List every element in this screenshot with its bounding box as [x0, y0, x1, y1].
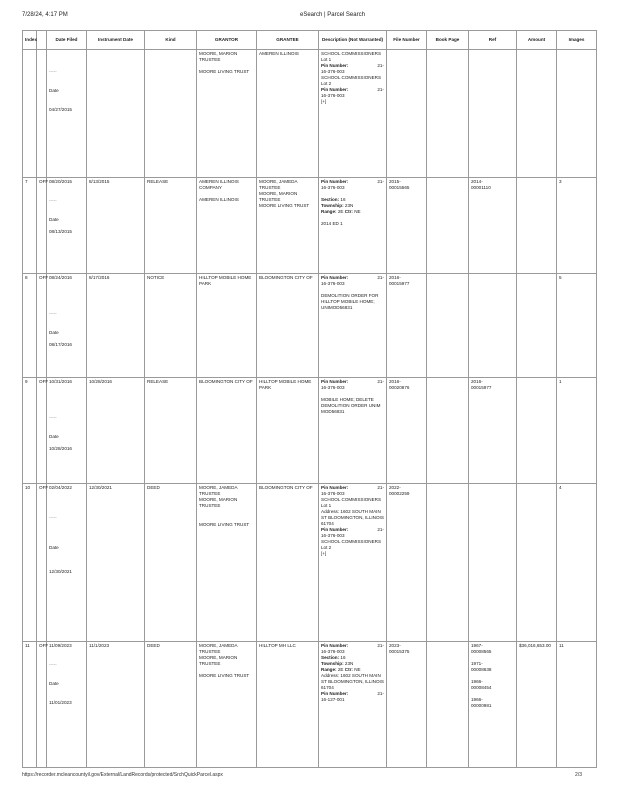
- date-label: Date: [49, 545, 59, 550]
- pin-number[interactable]: 16-376-003: [321, 533, 345, 538]
- pin-prefix: 21-: [377, 643, 384, 648]
- address-label: Address:: [321, 509, 340, 514]
- row-date-filed[interactable]: 10/31/2016: [49, 379, 72, 384]
- row-date: 11/01/2023: [49, 700, 72, 705]
- row-kind: NOTICE: [145, 274, 197, 378]
- pin-number[interactable]: 16-376-003: [321, 491, 345, 496]
- grantor-name[interactable]: HILLTOP MOBILE HOME PARK: [199, 275, 252, 286]
- row-doc: [37, 50, 47, 178]
- file-number[interactable]: 2022-: [389, 485, 401, 490]
- legal-description: SCHOOL COMMISSIONERS Lot 1: [321, 51, 382, 62]
- row-inst-date: [87, 50, 145, 178]
- row-date-filed[interactable]: 08/20/2015: [49, 179, 72, 184]
- col-date-filed[interactable]: Date Filed: [47, 31, 87, 50]
- address-value: 1602 SOUTH MAIN ST BLOOMINGTON, ILLINOIS 61704: [321, 673, 384, 690]
- township-label: Township:: [321, 203, 344, 208]
- col-images[interactable]: Images: [557, 31, 597, 50]
- row-date: 12/30/2021: [49, 569, 72, 574]
- row-expand-link[interactable]: -----: [49, 662, 57, 667]
- row-book-page: [427, 50, 469, 178]
- legal-description: 2014 ED 1: [321, 221, 343, 226]
- row-index: 8: [23, 274, 37, 378]
- township-value: 23: [344, 203, 351, 208]
- grantor-name[interactable]: MOORE, JAMEDA TRUSTEE: [199, 643, 238, 654]
- row-images[interactable]: 3: [557, 178, 597, 274]
- table-row: [23, 50, 597, 178]
- row-date: 10/28/2016: [49, 446, 72, 451]
- page-url: https://recorder.mcleancountyil.gov/External/LandRecords/protected/SrchQuickParcel.aspx: [22, 772, 223, 778]
- pin-prefix: 21-: [377, 87, 384, 92]
- range-value: 2E: [337, 209, 344, 214]
- row-images[interactable]: 5: [557, 274, 597, 378]
- grantor-name[interactable]: MOORE, MARION TRUSTEE: [199, 497, 238, 508]
- row-doc: OFF: [37, 274, 47, 378]
- col-kind[interactable]: Kind: [145, 31, 197, 50]
- pin-label: Pin Number:: [321, 275, 349, 280]
- grantor-name[interactable]: MOORE, MARION TRUSTEE: [199, 655, 238, 666]
- ctr-value: NE: [354, 667, 361, 672]
- range-label: Range:: [321, 667, 337, 672]
- row-date-filed[interactable]: 11/09/2023: [49, 643, 72, 648]
- pin-prefix: 21-: [377, 179, 384, 184]
- row-expand-link[interactable]: -----: [49, 515, 57, 520]
- pin-number[interactable]: 16-127-001: [321, 697, 345, 702]
- address-label: Address:: [321, 673, 340, 678]
- section-label: Section:: [321, 197, 340, 202]
- row-expand-link[interactable]: -----: [49, 415, 57, 420]
- date-label: Date: [49, 330, 59, 335]
- col-book-page[interactable]: Book Page: [427, 31, 469, 50]
- grantor-name[interactable]: BLOOMINGTON CITY OF: [199, 379, 253, 384]
- township-label: Township:: [321, 661, 344, 666]
- legal-description: MOBILE HOME; DELETE DEMOLITION ORDER UNIM MOD56831: [321, 397, 381, 414]
- legal-description: SCHOOL COMMISSIONERS Lot 2: [321, 75, 382, 86]
- grantee-name[interactable]: HILLTOP MH LLC: [259, 643, 296, 648]
- ref-number[interactable]: 1966-: [471, 697, 483, 702]
- row-inst-date: 8/13/2015: [87, 178, 145, 274]
- table-header-row: [23, 31, 597, 50]
- row-expand-link[interactable]: -----: [49, 69, 57, 74]
- col-description[interactable]: Description (Not Warranted): [319, 31, 387, 50]
- row-images[interactable]: 1: [557, 378, 597, 484]
- row-amount: [517, 274, 557, 378]
- row-inst-date: 11/1/2023: [87, 642, 145, 768]
- pin-prefix: 21-: [377, 691, 384, 696]
- grantor-name[interactable]: MOORE, JAMEDA TRUSTEE: [199, 485, 238, 496]
- row-kind: DEED: [145, 484, 197, 642]
- ref-number[interactable]: 2014-: [471, 179, 483, 184]
- row-amount: [517, 50, 557, 178]
- pin-number[interactable]: 16-376-003: [321, 93, 345, 98]
- row-date-filed[interactable]: 02/04/2022: [49, 485, 72, 490]
- col-amount[interactable]: Amount: [517, 31, 557, 50]
- row-date: 08/17/2016: [49, 342, 72, 347]
- row-images: [557, 50, 597, 178]
- page-number: 2/3: [575, 772, 582, 778]
- file-number[interactable]: 2015-: [389, 179, 401, 184]
- grantor-name[interactable]: MOORE LIVING TRUST: [199, 522, 250, 527]
- row-book-page: [427, 274, 469, 378]
- row-expand-link[interactable]: -----: [49, 198, 57, 203]
- row-doc: OFF: [37, 178, 47, 274]
- row-date: 08/13/2015: [49, 229, 72, 234]
- pin-label: Pin Number:: [321, 527, 349, 532]
- col-file-number[interactable]: File Number: [387, 31, 427, 50]
- grantee-name[interactable]: HILLTOP MOBILE HOME PARK: [259, 379, 312, 390]
- expand-toggle[interactable]: [+]: [321, 99, 327, 104]
- pin-number[interactable]: 16-376-003: [321, 185, 345, 190]
- row-images[interactable]: 4: [557, 484, 597, 642]
- file-number[interactable]: 2023-: [389, 643, 401, 648]
- row-date-filed[interactable]: 08/24/2016: [49, 275, 72, 280]
- row-inst-date: 12/30/2021: [87, 484, 145, 642]
- grantee-name[interactable]: MOORE LIVING TRUST: [259, 203, 310, 208]
- township-value: 23: [344, 661, 351, 666]
- section-label: Section:: [321, 655, 340, 660]
- ctr-value: NE: [354, 209, 361, 214]
- ref-number[interactable]: 1971-: [471, 661, 483, 666]
- row-doc: OFF: [37, 642, 47, 768]
- pin-number[interactable]: 16-376-003: [321, 385, 345, 390]
- pin-prefix: 21-: [377, 379, 384, 384]
- row-expand-link[interactable]: -----: [49, 311, 57, 316]
- grantor-name[interactable]: MOORE LIVING TRUST: [199, 673, 250, 678]
- grantee-name[interactable]: MOORE, MARION TRUSTEE: [259, 191, 298, 202]
- row-inst-date: 10/28/2016: [87, 378, 145, 484]
- section-value: 16: [340, 197, 346, 202]
- row-file-number: [387, 50, 427, 178]
- row-book-page: [427, 484, 469, 642]
- row-amount: [517, 378, 557, 484]
- date-label: Date: [49, 217, 59, 222]
- row-index: 9: [23, 378, 37, 484]
- pin-label: Pin Number:: [321, 87, 349, 92]
- table-row: 11 OFF 11/09/2023 ----- Date 11/01/2023 11/1/2023 DEED MOORE, JAMEDA TRUSTEE MOORE, MARION TRUSTEE MOORE LIVING TRUST HILLTOP MH LLC Pin Number: 21- 16-376-003 Section: 16 Township: 23N Range: 2E Ctr: NE Address: 1602 SOUTH MAIN ST BLOOMINGTON, ILLINOIS 61704 Pin Number: 21- 16-127-001 2023- 00015375 1967- 00008565 1971- 00008638 1966- 00008454 1966- 00000981 $36,016,653.00 11: [23, 642, 597, 768]
- row-ref: [469, 484, 517, 642]
- row-doc: OFF: [37, 378, 47, 484]
- ref-number[interactable]: 2016-: [471, 379, 483, 384]
- row-kind: [145, 50, 197, 178]
- row-kind: RELEASE: [145, 378, 197, 484]
- pin-prefix: 21-: [377, 527, 384, 532]
- range-value: 2E: [337, 667, 344, 672]
- grantor-name[interactable]: MOORE LIVING TRUST: [199, 69, 250, 74]
- ref-number[interactable]: 1966-: [471, 679, 483, 684]
- file-number[interactable]: 2016-: [389, 379, 401, 384]
- address-value: 1602 SOUTH MAIN ST BLOOMINGTON, ILLINOIS 61704: [321, 509, 384, 526]
- col-grantor[interactable]: GRANTOR: [197, 31, 257, 50]
- col-instrument-date[interactable]: Instrument Date: [87, 31, 145, 50]
- table-row: 8 OFF 08/24/2016 ----- Date 08/17/2016 8/17/2016 NOTICE HILLTOP MOBILE HOME PARK BLOOMINGTON CITY OF Pin Number: 21- 16-376-003 DEMOLITION ORDER FOR HILLTOP MOBILE HOME; UNIMOD56831 2016- 00015977 5: [23, 274, 597, 378]
- grantor-name[interactable]: AMEREN ILLINOIS COMPANY: [199, 179, 239, 190]
- date-label: Date: [49, 681, 59, 686]
- table-row: 10 OFF 02/04/2022 ----- Date 12/30/2021 12/30/2021 DEED MOORE, JAMEDA TRUSTEE MOORE, MARION TRUSTEE MOORE LIVING TRUST BLOOMINGTON CITY OF Pin Number: 21- 16-376-003 SCHOOL COMMISSIONERS Lot 1 Address: 1602 SOUTH MAIN ST BLOOMINGTON, ILLINOIS 61704 Pin Number: 21- 16-376-003 SCHOOL COMMISSIONERS Lot 2 [+] 2022- 00002259 4: [23, 484, 597, 642]
- grantee-name[interactable]: MOORE, JAMEDA TRUSTEE: [259, 179, 298, 190]
- row-amount: $36,016,653.00: [517, 642, 557, 768]
- parcel-records-table: [22, 30, 597, 768]
- grantor-name[interactable]: MOORE, MARION TRUSTEE: [199, 51, 238, 62]
- row-index: 11: [23, 642, 37, 768]
- expand-toggle[interactable]: [+]: [321, 551, 327, 556]
- page-title: eSearch | Parcel Search: [300, 12, 365, 18]
- file-number[interactable]: 2016-: [389, 275, 401, 280]
- row-inst-date: 8/17/2016: [87, 274, 145, 378]
- row-book-page: [427, 642, 469, 768]
- pin-label: Pin Number:: [321, 485, 349, 490]
- grantee-name[interactable]: BLOOMINGTON CITY OF: [259, 275, 313, 280]
- row-index: 7: [23, 178, 37, 274]
- print-timestamp: 7/28/24, 4:17 PM: [22, 12, 68, 18]
- pin-label: Pin Number:: [321, 179, 349, 184]
- row-book-page: [427, 178, 469, 274]
- table-row: 7 OFF 08/20/2015 ----- Date 08/13/2015 8/13/2015 RELEASE AMEREN ILLINOIS COMPANY AMEREN ILLINOIS MOORE, JAMEDA TRUSTEE MOORE, MARION TRUSTEE MOORE LIVING TRUST Pin Number: 21- 16-376-003 Section: 16 Township: 23N Range: 2E Ctr: NE 2014 ED 1 2015- 00015565 2014- 00001110 3: [23, 178, 597, 274]
- pin-label: Pin Number:: [321, 643, 349, 648]
- date-label: Date: [49, 434, 59, 439]
- grantee-name[interactable]: BLOOMINGTON CITY OF: [259, 485, 313, 490]
- grantor-name[interactable]: AMEREN ILLINOIS: [199, 197, 239, 202]
- row-book-page: [427, 378, 469, 484]
- legal-description: SCHOOL COMMISSIONERS Lot 1: [321, 497, 382, 508]
- col-grantee[interactable]: GRANTEE: [257, 31, 319, 50]
- pin-label: Pin Number:: [321, 691, 349, 696]
- section-value: 16: [340, 655, 346, 660]
- pin-prefix: 21-: [377, 275, 384, 280]
- table-row: 9 OFF 10/31/2016 ----- Date 10/28/2016 10/28/2016 RELEASE BLOOMINGTON CITY OF HILLTOP MOBILE HOME PARK Pin Number: 21- 16-376-003 MOBILE HOME; DELETE DEMOLITION ORDER UNIM MOD56831 2016- 00020876 2016- 00015977 1: [23, 378, 597, 484]
- row-index: 10: [23, 484, 37, 642]
- row-ref: [469, 50, 517, 178]
- ref-number[interactable]: 1967-: [471, 643, 483, 648]
- legal-description: DEMOLITION ORDER FOR HILLTOP MOBILE HOME; UNIMOD56831: [321, 293, 379, 310]
- col-doc: [37, 31, 47, 50]
- row-index: [23, 50, 37, 178]
- col-index[interactable]: Index: [23, 31, 37, 50]
- range-label: Range:: [321, 209, 337, 214]
- row-kind: RELEASE: [145, 178, 197, 274]
- row-kind: DEED: [145, 642, 197, 768]
- row-date: 04/27/2015: [49, 107, 72, 112]
- grantee-name[interactable]: AMEREN ILLINOIS: [259, 51, 299, 56]
- date-label: Date: [49, 88, 59, 93]
- row-amount: [517, 484, 557, 642]
- pin-number[interactable]: 16-376-003: [321, 69, 345, 74]
- pin-number[interactable]: 16-376-003: [321, 281, 345, 286]
- pin-prefix: 21-: [377, 485, 384, 490]
- pin-prefix: 21-: [377, 63, 384, 68]
- legal-description: SCHOOL COMMISSIONERS Lot 2: [321, 539, 382, 550]
- pin-number[interactable]: 16-376-003: [321, 649, 345, 654]
- pin-label: Pin Number:: [321, 379, 349, 384]
- row-images[interactable]: 11: [557, 642, 597, 768]
- col-ref[interactable]: Ref: [469, 31, 517, 50]
- row-doc: OFF: [37, 484, 47, 642]
- row-amount: [517, 178, 557, 274]
- pin-label: Pin Number:: [321, 63, 349, 68]
- row-ref: [469, 274, 517, 378]
